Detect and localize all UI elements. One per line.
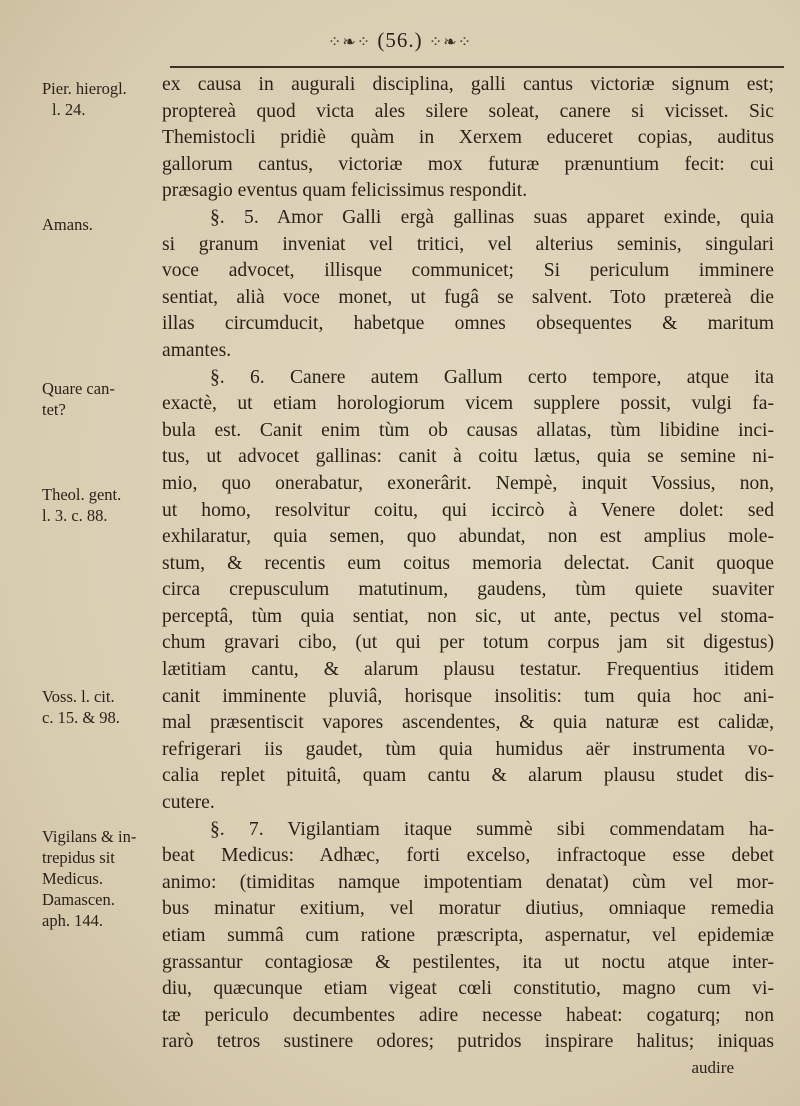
text-line: grassantur contagiosæ & pestilentes, ita ut noctu atque inter-	[162, 951, 774, 973]
text-line: præsagio eventus quam felicissimus respondit.	[162, 180, 528, 202]
text-line: voce advocet, illisque communicet; Si periculum imminere	[162, 260, 774, 282]
text-line: gallorum cantus, victoriæ mox futuræ prænuntium fecit: cui	[162, 153, 774, 175]
text-line: mio, quo onerabatur, exonerârit. Nempè, inquit Vossius, non,	[162, 472, 774, 494]
catchword: audire	[691, 1058, 734, 1077]
text-line: etiam summâ cum ratione præscripta, aspernatur, vel epidemiæ	[162, 925, 774, 946]
page-header	[0, 28, 800, 53]
text-line: calia replet pituitâ, quam cantu & alarum plausu studet dis-	[162, 765, 774, 787]
margin-note-line: aph. 144.	[42, 911, 103, 930]
margin-note-line: tet?	[42, 400, 66, 419]
text-line: proptereà quod victa ales silere soleat, canere si vicisset. Sic	[162, 100, 774, 122]
text-line: stum, & recentis eum coitus memoria delectat. Canit quoque	[162, 552, 774, 574]
ornament-right: ⁘❧⁘	[428, 34, 473, 51]
margin-note-line: l. 3. c. 88.	[42, 506, 108, 525]
text-line: §. 5. Amor Galli ergà gallinas suas apparet exinde, quia	[210, 206, 774, 228]
text-line: beat Medicus: Adhæc, forti excelso, infractoque esse debet	[162, 845, 774, 867]
margin-note-line: trepidus sit	[42, 848, 115, 867]
page-number: (56.)	[377, 28, 423, 52]
margin-note	[42, 378, 160, 420]
text-line: bula est. Canit enim tùm ob causas allatas, tùm libidine inci-	[162, 419, 774, 441]
margin-note-line: Medicus.	[42, 869, 103, 888]
text-line: chum gravari cibo, (ut qui per totum corpus jam sit digestus)	[162, 632, 774, 654]
text-line: tus, ut advocet gallinas: canit à coitu lætus, quia se semine ni-	[162, 446, 774, 468]
text-line: ex causa in augurali disciplina, galli cantus victoriæ signum est;	[162, 74, 774, 95]
margin-note-line: Damascen.	[42, 890, 115, 909]
text-line: lætitiam cantu, & alarum plausu testatur. Frequentius itidem	[162, 659, 774, 681]
text-line: ut homo, resolvitur coitu, qui iccircò à Venere dolet: sed	[162, 499, 774, 521]
header-rule	[170, 66, 784, 68]
text-line: exactè, ut etiam horologiorum vicem supplere possit, vulgi fa-	[162, 393, 774, 415]
text-line: §. 7. Vigilantiam itaque summè sibi commendatam ha-	[210, 818, 774, 840]
text-line: animo: (timiditas namque impotentiam denatat) cùm vel mor-	[162, 871, 774, 893]
text-line: tæ periculo decumbentes adire necesse habeat: cogaturq; non	[162, 1004, 774, 1026]
margin-note-line: Pier. hierogl.	[42, 79, 127, 98]
margin-note-line: Voss. l. cit.	[42, 687, 115, 706]
margin-note	[42, 214, 160, 235]
text-line: Themistocli pridiè quàm in Xerxem educeret copias, auditus	[162, 127, 774, 149]
text-line: mal præsentiscit vapores ascendentes, & quia naturæ est calidæ,	[162, 712, 774, 734]
body-text	[162, 72, 774, 1056]
ornament-left: ⁘❧⁘	[327, 34, 372, 51]
text-line: perceptâ, tùm quia sentiat, non sic, ut ante, pectus vel stoma-	[162, 605, 774, 627]
margin-note	[42, 484, 160, 526]
text-line: cutere.	[162, 792, 215, 814]
margin-note-line: Quare can-	[42, 379, 115, 398]
text-line: refrigerari iis gaudet, tùm quia humidus aër instrumenta vo-	[162, 738, 774, 760]
text-line: diu, quæcunque etiam vigeat cœli constitutio, magno cum vi-	[162, 978, 774, 1000]
margin-note-line: Vigilans & in-	[42, 827, 137, 846]
text-line: bus minatur exitium, vel moratur diutius, omniaque remedia	[162, 898, 774, 920]
margin-note-line: Theol. gent.	[42, 485, 122, 504]
margin-note-line: c. 15. & 98.	[42, 708, 120, 727]
text-line: §. 6. Canere autem Gallum certo tempore, atque ita	[210, 366, 774, 388]
text-line: exhilaratur, quia semen, quo abundat, non est amplius mole-	[162, 526, 774, 548]
margin-note-line: l. 24.	[52, 100, 86, 119]
text-line: circa crepusculum matutinum, gaudens, tùm quiete suaviter	[162, 579, 774, 601]
text-line: rarò tetros sustinere odores; putridos inspirare halitus; iniquas	[162, 1031, 774, 1053]
margin-note	[42, 826, 160, 931]
text-line: amantes.	[162, 339, 232, 361]
text-line: canit imminente pluviâ, horisque insolitis: tum quia hoc ani-	[162, 685, 774, 707]
text-line: si granum inveniat vel tritici, vel alterius seminis, singulari	[162, 233, 774, 255]
margin-note	[42, 686, 160, 728]
text-line: illas circumducit, habetque omnes obsequentes & maritum	[162, 313, 774, 335]
margin-note	[42, 78, 160, 120]
text-line: sentiat, alià voce monet, ut fugâ se salvent. Toto prætereà die	[162, 286, 774, 308]
margin-note-line: Amans.	[42, 215, 93, 234]
